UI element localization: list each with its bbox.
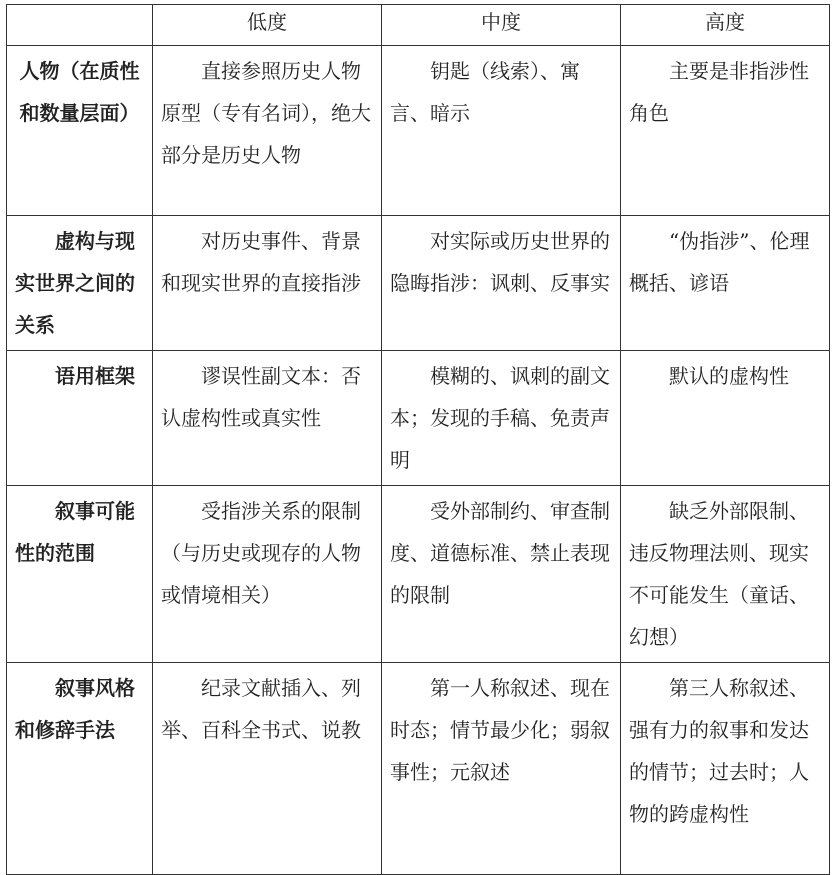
cell-high: “伪指涉”、伦理概括、谚语 <box>621 216 830 351</box>
header-mid: 中度 <box>382 5 621 46</box>
table-row <box>7 351 830 486</box>
cell-high: 主要是非指涉性角色 <box>621 46 830 216</box>
cell-low: 谬误性副文本：否认虚构性或真实性 <box>153 351 382 486</box>
cell-low: 纪录文献插入、列举、百科全书式、说教 <box>153 663 382 875</box>
cell-low: 对历史事件、背景和现实世界的直接指涉 <box>153 216 382 351</box>
row-label: 人物（在质性和数量层面） <box>7 46 153 216</box>
table-row <box>7 663 830 875</box>
row-label: 虚构与现实世界之间的关系 <box>7 216 153 351</box>
header-low: 低度 <box>153 5 382 46</box>
cell-mid: 对实际或历史世界的隐晦指涉：讽刺、反事实 <box>382 216 621 351</box>
table-row <box>7 486 830 663</box>
cell-low: 受指涉关系的限制（与历史或现存的人物或情境相关） <box>153 486 382 663</box>
cell-high: 缺乏外部限制、违反物理法则、现实不可能发生（童话、幻想） <box>621 486 830 663</box>
cell-mid: 模糊的、讽刺的副文本；发现的手稿、免责声明 <box>382 351 621 486</box>
header-empty-cell <box>7 5 153 46</box>
cell-high: 第三人称叙述、强有力的叙事和发达的情节；过去时；人物的跨虚构性 <box>621 663 830 875</box>
table-row <box>7 216 830 351</box>
row-label: 叙事风格和修辞手法 <box>7 663 153 875</box>
cell-mid: 受外部制约、审查制度、道德标准、禁止表现的限制 <box>382 486 621 663</box>
cell-mid: 钥匙（线索）、寓言、暗示 <box>382 46 621 216</box>
row-label: 语用框架 <box>7 351 153 486</box>
header-high: 高度 <box>621 5 830 46</box>
cell-high: 默认的虚构性 <box>621 351 830 486</box>
row-label: 叙事可能性的范围 <box>7 486 153 663</box>
table-row <box>7 46 830 216</box>
cell-mid: 第一人称叙述、现在时态；情节最少化；弱叙事性；元叙述 <box>382 663 621 875</box>
fictionality-table <box>6 4 830 875</box>
header-row <box>7 5 830 46</box>
cell-low: 直接参照历史人物原型（专有名词），绝大部分是历史人物 <box>153 46 382 216</box>
